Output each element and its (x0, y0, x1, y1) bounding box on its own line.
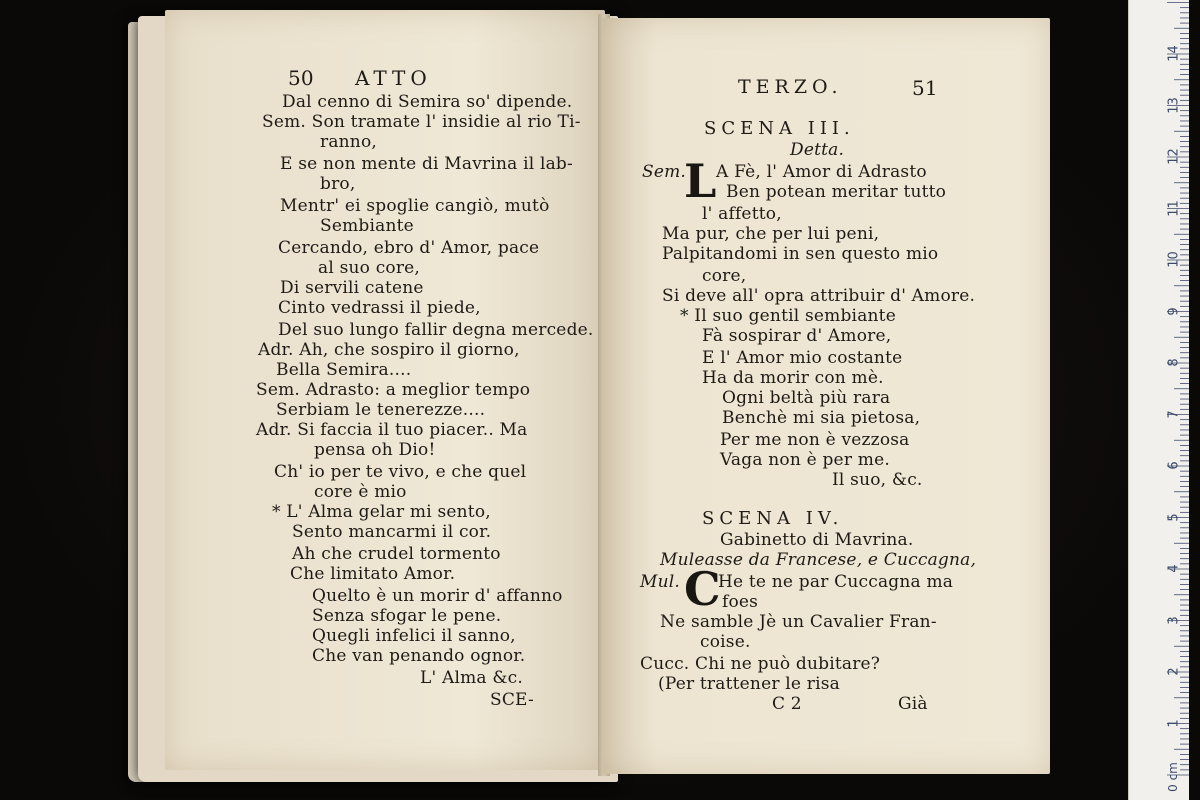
ruler-number: 10 (1166, 251, 1182, 268)
left-line: Mentr' ei spoglie cangiò, mutò (280, 196, 550, 216)
left-line: Sem. Son tramate l' insidie al rio Ti- (262, 112, 581, 132)
right-line: Cucc. Chi ne può dubitare? (640, 654, 881, 674)
left-line: Di servili catene (280, 278, 424, 298)
left-page-number: 50 (288, 66, 314, 90)
left-line: Sem. Adrasto: a meglior tempo (256, 380, 531, 400)
ruler-number: 11 (1166, 199, 1182, 217)
ruler-number: 8 (1166, 358, 1182, 367)
right-line: Il suo, &c. (832, 470, 923, 490)
left-line: Cinto vedrassi il piede, (278, 298, 481, 318)
scene4-title: SCENA IV. (702, 508, 844, 529)
right-line: Per me non è vezzosa (720, 430, 910, 450)
right-page-number: 51 (912, 76, 938, 100)
left-line: Ah che crudel tormento (292, 544, 501, 564)
right-page-title: TERZO. (738, 76, 843, 98)
right-line: * Il suo gentil sembiante (680, 306, 896, 326)
right-line: A Fè, l' Amor di Adrasto (716, 162, 927, 182)
scene4-speaker: Mul. (640, 572, 680, 592)
right-line: l' affetto, (702, 204, 782, 224)
right-line: E l' Amor mio costante (702, 348, 903, 368)
ruler-number: 12 (1166, 148, 1182, 165)
left-line: Sento mancarmi il cor. (292, 522, 492, 542)
left-line: Senza sfogar le pene. (312, 606, 502, 626)
right-line: core, (702, 266, 747, 286)
scene3-title: SCENA III. (704, 118, 855, 139)
scene3-dropcap: L (684, 154, 717, 208)
scene3-subtitle: Detta. (790, 140, 845, 160)
left-line: Che limitato Amor. (290, 564, 456, 584)
ruler-number: 5 (1166, 512, 1182, 522)
ruler-number: 4 (1166, 564, 1182, 573)
left-line: Adr. Si faccia il tuo piacer.. Ma (256, 420, 528, 440)
ruler-number: 2 (1166, 667, 1182, 676)
ruler-number: 7 (1166, 409, 1182, 419)
left-line: Quegli infelici il sanno, (312, 626, 516, 646)
scene3-speaker: Sem. (642, 162, 687, 182)
right-line: foes (722, 592, 759, 612)
right-line: Ha da morir con mè. (702, 368, 884, 388)
left-line: bro, (320, 174, 356, 194)
right-line: Fà sospirar d' Amore, (702, 326, 892, 346)
left-page-title: ATTO (355, 66, 432, 90)
right-line: Ogni beltà più rara (722, 388, 891, 408)
left-line: Cercando, ebro d' Amor, pace (278, 238, 540, 258)
right-line: coise. (700, 632, 751, 652)
left-line: Del suo lungo fallir degna mercede. (278, 320, 594, 340)
left-line: al suo core, (318, 258, 421, 278)
left-line: Bella Semira.... (276, 360, 412, 380)
left-line: Adr. Ah, che sospiro il giorno, (258, 340, 520, 360)
left-catchword: SCE- (490, 690, 534, 710)
right-line: Ben potean meritar tutto (726, 182, 947, 202)
left-line: Dal cenno di Semira so' dipende. (282, 92, 573, 112)
left-line: ranno, (320, 132, 377, 152)
left-line: pensa oh Dio! (314, 440, 436, 460)
ruler-number: 9 (1166, 306, 1182, 316)
scene4-dropcap: C (684, 562, 721, 616)
right-line: He te ne par Cuccagna ma (718, 572, 954, 592)
scene4-setting: Gabinetto di Mavrina. (720, 530, 914, 550)
left-line: Sembiante (320, 216, 414, 236)
right-line: Ma pur, che per lui peni, (662, 224, 880, 244)
right-signature-mark: C 2 (772, 694, 802, 714)
ruler-number: 1 (1166, 718, 1182, 728)
left-line: Che van penando ognor. (312, 646, 526, 666)
right-line: (Per trattener le risa (658, 674, 840, 694)
left-line: Ch' io per te vivo, e che quel (274, 462, 527, 482)
left-line: E se non mente di Mavrina il lab- (280, 154, 573, 174)
left-line: Serbiam le tenerezze.... (276, 400, 486, 420)
ruler-number: 6 (1166, 461, 1182, 470)
right-line: Si deve all' opra attribuir d' Amore. (662, 286, 976, 306)
ruler-number: 3 (1166, 615, 1182, 625)
right-catchword: Già (898, 694, 928, 714)
left-line: core è mio (314, 482, 407, 502)
left-line: * L' Alma gelar mi sento, (272, 502, 491, 522)
right-line: Vaga non è per me. (720, 450, 890, 470)
left-line: Quelto è un morir d' affanno (312, 586, 563, 606)
right-line: Benchè mi sia pietosa, (722, 408, 921, 428)
right-line: Palpitandomi in sen questo mio (662, 244, 939, 264)
ruler-number: 14 (1166, 45, 1182, 62)
ruler-unit-label: 0 cm (1165, 762, 1180, 792)
ruler-number: 13 (1166, 96, 1182, 114)
right-line: Ne samble Jè un Cavalier Fran- (660, 612, 937, 632)
left-line: L' Alma &c. (420, 668, 523, 688)
scene4-characters: Muleasse da Francese, e Cuccagna, (660, 550, 977, 570)
